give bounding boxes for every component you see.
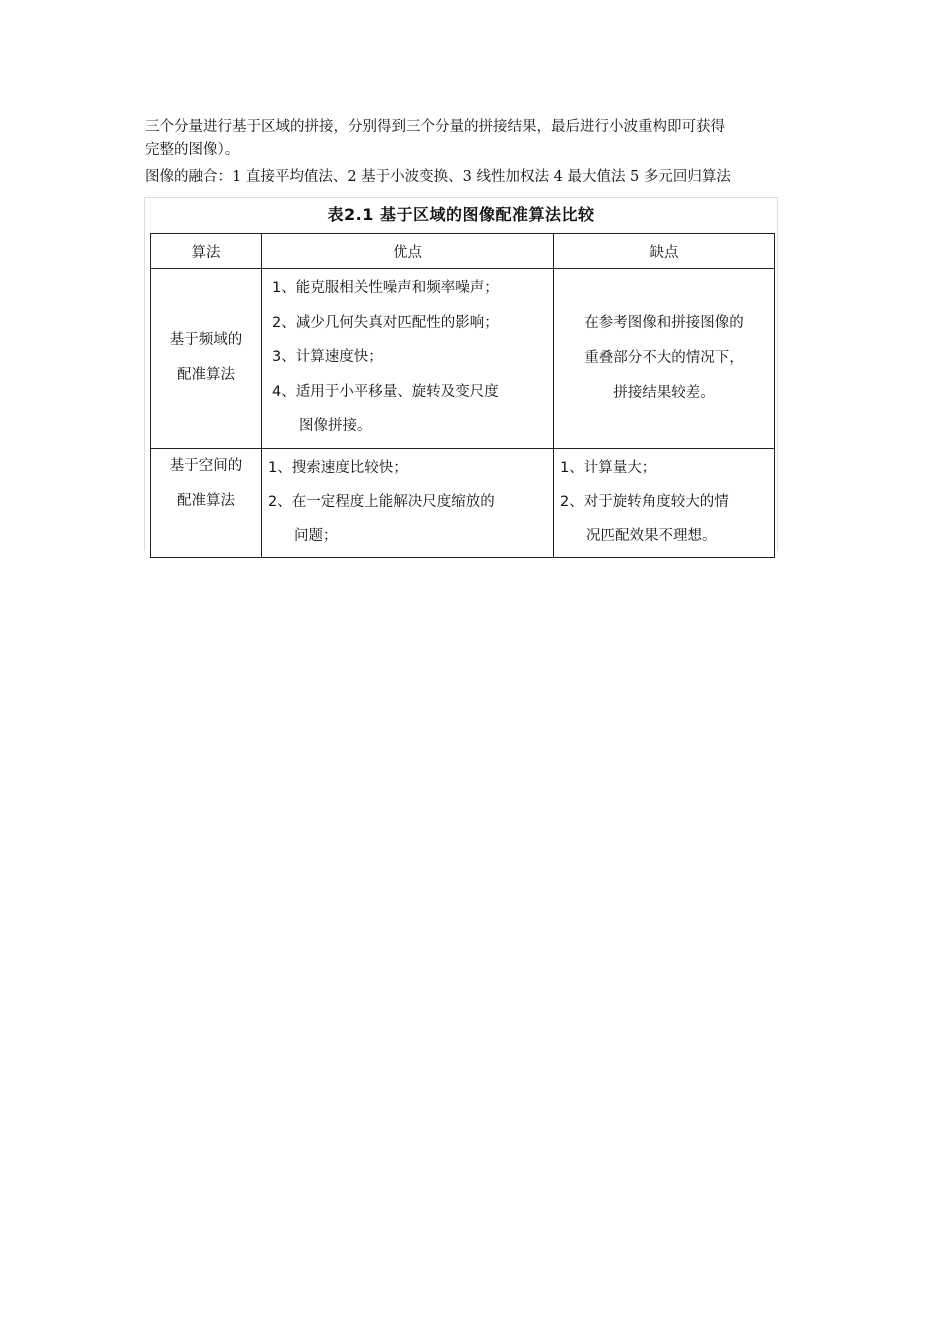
algorithm-name-line: 配准算法 [177, 367, 235, 384]
cons-item-continuation: 况匹配效果不理想。 [586, 527, 717, 544]
pros-cell [262, 269, 554, 449]
cons-line: 拼接结果较差。 [613, 384, 715, 401]
body-paragraph-2: 图像的融合：1 直接平均值法、2 基于小波变换、3 线性加权法 4 最大值法 5 多元回归算法 [145, 169, 731, 185]
cons-cell [554, 269, 775, 449]
algorithm-name-line: 基于频域的 [169, 332, 243, 349]
paragraph-1-line-1: 三个分量进行基于区域的拼接，分别得到三个分量的拼接结果，最后进行小波重构即可获得 [145, 119, 725, 135]
cons-line: 在参考图像和拼接图像的 [584, 314, 744, 331]
algorithm-cell [151, 448, 262, 557]
pros-item: 1、能克服相关性噪声和频率噪声； [272, 280, 499, 296]
pros-item: 2、减少几何失真对匹配性的影响； [272, 314, 499, 331]
body-paragraph-1 [145, 116, 810, 162]
comparison-table-figure [144, 197, 778, 551]
algorithm-cell [151, 269, 262, 449]
table-row [151, 448, 775, 557]
table-row [151, 269, 775, 449]
cons-line: 重叠部分不大的情况下， [584, 349, 744, 366]
pros-item-continuation: 问题； [294, 527, 338, 544]
table-caption: 表2.1 基于区域的图像配准算法比较 [327, 205, 595, 224]
pros-cell [262, 448, 554, 557]
cons-item: 2、对于旋转角度较大的情 [560, 493, 729, 510]
algorithm-name-line: 配准算法 [177, 492, 235, 509]
cons-item: 1、计算量大； [560, 459, 657, 476]
pros-item: 4、适用于小平移量、旋转及变尺度 [272, 383, 499, 400]
cons-cell [554, 448, 775, 557]
algorithm-name-line: 基于空间的 [169, 457, 243, 474]
pros-item: 3、计算速度快； [272, 349, 383, 365]
pros-item-continuation: 图像拼接。 [299, 418, 372, 434]
header-cons: 缺点 [554, 234, 775, 269]
header-algorithm: 算法 [151, 234, 262, 269]
comparison-table [150, 233, 775, 558]
pros-item: 1、搜索速度比较快； [268, 459, 408, 476]
table-header-row [151, 234, 775, 269]
pros-item: 2、在一定程度上能解决尺度缩放的 [268, 493, 495, 510]
header-pros: 优点 [262, 234, 554, 269]
paragraph-1-line-2: 完整的图像）。 [145, 142, 240, 158]
